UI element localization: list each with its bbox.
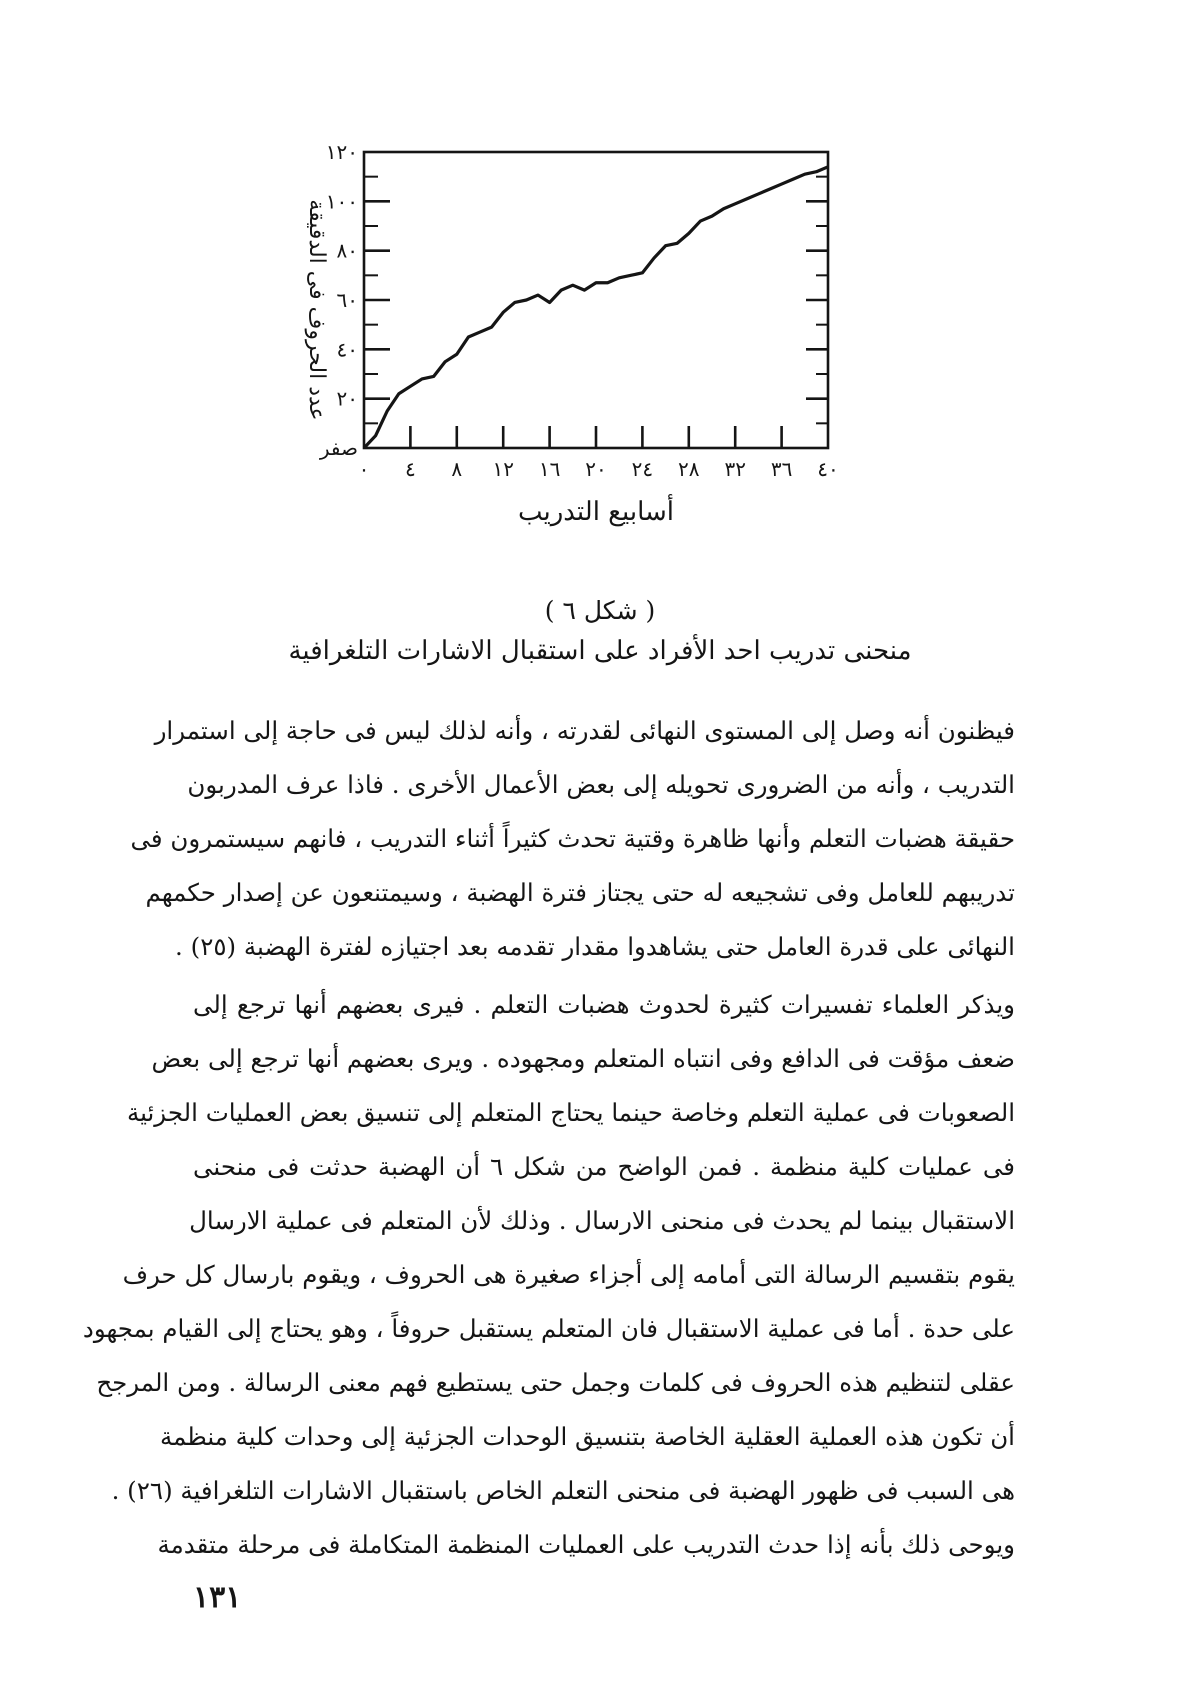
y-tick-label: ٢٠ xyxy=(336,386,358,411)
x-tick-label: ٢٠ xyxy=(585,457,607,481)
paragraph-line: الصعوبات فى عملية التعلم وخاصة حينما يحتاج المتعلم إلى تنسيق بعض العمليات الجزئية xyxy=(126,1098,1015,1127)
paragraph-line: حقيقة هضبات التعلم وأنها ظاهرة وقتية تحدث كثيراً أثناء التدريب ، فانهم سيستمرون فى xyxy=(130,824,1015,853)
paragraph-1 xyxy=(130,704,1015,974)
paragraph-2 xyxy=(82,978,1015,1572)
paragraph-line: على حدة . أما فى عملية الاستقبال فان المتعلم يستقبل حروفاً ، وهو يحتاج إلى القيام بمجهود xyxy=(82,1314,1015,1343)
y-tick-label: ٤٠ xyxy=(336,337,358,362)
x-tick-label: ٠ xyxy=(358,457,370,481)
x-axis-label: أسابيع التدريب xyxy=(517,497,675,527)
paragraph-line: ضعف مؤقت فى الدافع وفى انتباه المتعلم ومجهوده . ويرى بعضهم أنها ترجع إلى بعض xyxy=(151,1044,1015,1073)
paragraph-line: الاستقبال بينما لم يحدث فى منحنى الارسال . وذلك لأن المتعلم فى عملية الارسال xyxy=(189,1206,1015,1235)
page-number: ١٣١ xyxy=(193,1580,242,1615)
paragraph-line: النهائى على قدرة العامل حتى يشاهدوا مقدار تقدمه بعد اجتيازه لفترة الهضبة (٢٥) . xyxy=(175,932,1015,961)
paragraph-line: ويوحى ذلك بأنه إذا حدث التدريب على العمليات المنظمة المتكاملة فى مرحلة متقدمة xyxy=(157,1530,1015,1559)
y-tick-label: صفر xyxy=(319,436,358,460)
x-tick-label: ٣٢ xyxy=(724,457,746,481)
figure-caption: منحنى تدريب احد الأفراد على استقبال الاشارات التلغرافية xyxy=(288,636,912,666)
paragraph-line: هى السبب فى ظهور الهضبة فى منحنى التعلم الخاص باستقبال الاشارات التلغرافية (٢٦) . xyxy=(111,1476,1015,1505)
x-tick-label: ١٦ xyxy=(538,457,561,481)
y-axis-label: عدد الحروف فى الدقيقة xyxy=(304,199,329,421)
x-tick-label: ٨ xyxy=(451,457,463,481)
series-line xyxy=(364,167,828,448)
y-tick-label: ١٢٠ xyxy=(325,140,358,164)
paragraph-line: أن تكون هذه العملية العقلية الخاصة بتنسيق الوحدات الجزئية إلى وحدات كلية منظمة xyxy=(159,1422,1015,1451)
figure-label: ( شكل ٦ ) xyxy=(544,596,656,625)
paragraph-line: تدريبهم للعامل وفى تشجيعه له حتى يجتاز فترة الهضبة ، وسيمتنعون عن إصدار حكمهم xyxy=(145,878,1015,907)
paragraph-line: التدريب ، وأنه من الضرورى تحويله إلى بعض الأعمال الأخرى . فاذا عرف المدربون xyxy=(187,770,1015,799)
x-tick-label: ٤٠ xyxy=(817,457,839,481)
paragraph-line: فى عمليات كلية منظمة . فمن الواضح من شكل ٦ أن الهضبة حدثت فى منحنى xyxy=(193,1152,1015,1181)
paragraph-line: عقلى لتنظيم هذه الحروف فى كلمات وجمل حتى يستطيع فهم معنى الرسالة . ومن المرجح xyxy=(96,1368,1015,1397)
training-curve-chart xyxy=(270,130,930,570)
x-tick-label: ٢٨ xyxy=(678,457,700,481)
x-tick-label: ٢٤ xyxy=(631,457,654,481)
x-tick-label: ٣٦ xyxy=(770,457,793,481)
x-tick-label: ١٢ xyxy=(492,457,514,481)
plot-frame xyxy=(364,152,828,448)
paragraph-line: ويذكر العلماء تفسيرات كثيرة لحدوث هضبات التعلم . فيرى بعضهم أنها ترجع إلى xyxy=(193,990,1015,1019)
paragraph-line: فيظنون أنه وصل إلى المستوى النهائى لقدرته ، وأنه لذلك ليس فى حاجة إلى استمرار xyxy=(154,716,1015,745)
x-tick-label: ٤ xyxy=(405,457,416,481)
y-tick-label: ٦٠ xyxy=(336,288,358,312)
y-tick-label: ٨٠ xyxy=(336,238,358,263)
y-tick-label: ١٠٠ xyxy=(325,189,358,214)
paragraph-line: يقوم بتقسيم الرسالة التى أمامه إلى أجزاء صغيرة هى الحروف ، ويقوم بارسال كل حرف xyxy=(122,1260,1015,1289)
